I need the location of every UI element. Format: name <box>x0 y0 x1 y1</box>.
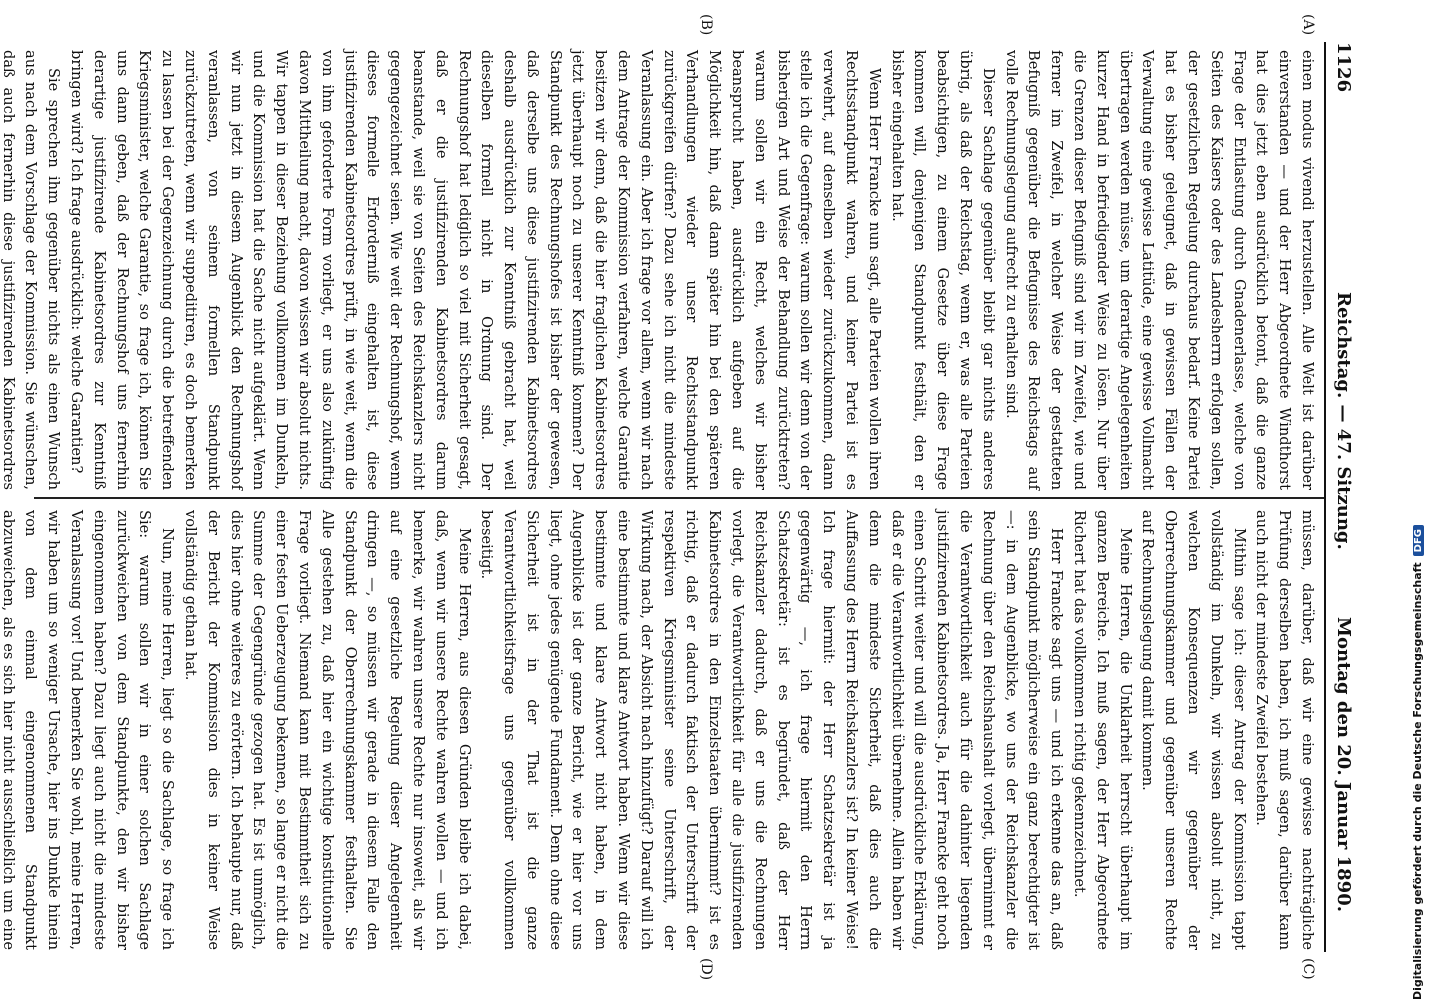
right-column <box>0 510 1318 950</box>
paragraph: Mithin sage ich: dieser Antrag der Kommission tappt vollständig im Dunkeln, wir wissen absolut nicht, zu welchen Konsequenzen wir gegenüber der Oberrechnungskammer und gegenüber unseren Rechte auf Rechnungslegung damit kommen. <box>1139 510 1248 950</box>
page-date: Montag den 20. Januar 1890. <box>1333 617 1354 912</box>
page-header <box>1328 42 1362 942</box>
page-title: Reichstag. — 47. Sitzung. <box>1333 292 1354 550</box>
funding-credit-text: Digitalisierung gefördert durch die Deutsche Forschungsgemeinschaft <box>1411 562 1424 1000</box>
column-divider <box>34 497 1324 499</box>
paragraph: Herr Francke sagt uns — und ich erkenne das an, daß sein Standpunkt möglicherweise ein ganz berechtigter ist —: in dem Augenblicke, wo uns der Reichskanzler die Rechnung über den Reichshaushalt vorlegt, übernimmt er die Verantwortlichkeit auch für die dahinter liegenden justifizirenden Kabinetsordres. Ja, Herr Francke geht noch einen Schritt weiter und will die ausdrückliche Erklärung, daß er die Verantwortlichkeit übernehme. Allein haben wir denn die mindeste Sicherheit, daß dies auch die Auffassung des Herrn Reichskanzlers ist? In keiner Weise! Ich frage hiermit: der Herr Schatzsekretär ist ja gegenwärtig —, ich frage hiermit den Herrn Schatzsekretär: ist es begründet, daß der Herr Reichskanzler dadurch, daß er uns die Rechnungen vorlegt, die Verantwortlichkeit für alle die justifizirenden Kabinetsordres in den Einzelstaaten übernimmt? ist es richtig, daß er dadurch faktisch der Unterschrift der respektiven Kriegsminister seine Unterschrift, der Wirkung nach, der Absicht nach hinzufügt? Darauf will ich eine bestimmte und klare Antwort haben. Wenn wir diese bestimmte und klare Antwort nicht haben, in dem Augenblicke ist der ganze Bericht, wie er hier vor uns liegt, ohne jedes genügende Fundament. Denn ohne diese Sicherheit ist in der That ist die ganze Verantwortlichkeitsfrage uns gegenüber vollkommen beseitigt. <box>478 510 1066 950</box>
paragraph: Meine Herren, aus diesen Gründen bleibe ich dabei, daß, wenn wir unsere Rechte wahren wollen — und ich bemerke, wir wahren unsere Rechte nur insoweit, als wir auf eine gesetzliche Regelung dieser Angelegenheit dringen —, so müssen wir gerade in diesem Falle den Standpunkt der Oberrechnungskammer festhalten. Sie Alle gestehen zu, daß hier ein wichtige konstitutionelle Frage vorliegt. Niemand kann mit Bestimmtheit sich zu einer festen Ueberzeugung bekennen, so lange er nicht die Summe der Gegengründe gezogen hat. Es ist unmöglich, dies hier ohne weiteres zu erörtern. Ich behaupte nur, daß der Bericht der Kommission dies in keiner Weise vollständig gethan hat. <box>181 510 473 950</box>
left-column <box>0 50 1318 490</box>
paragraph: Sie sprechen ihm gegenüber nichts als einen Wunsch aus nach dem Vorschlage der Kommission. Sie wünschen, daß auch fernerhin diese justifizirenden Kabinetsordres <box>0 50 63 490</box>
paragraph: Nun, meine Herren, liegt so die Sachlage, so frage ich Sie: warum sollen wir in einer solchen Sachlage zurückweichen von dem Standpunkte, den wir bisher eingenommen haben? Dazu liegt auch nicht die mindeste Veranlassung vor! Und bemerken Sie wohl, meine Herren, wir haben um so weniger Ursache, hier ins Dunkle hinein von dem einmal eingenommenen Standpunkt abzuweichen, als es sich hier nicht ausschließlich um eine <box>0 510 177 950</box>
header-rule <box>1324 42 1326 952</box>
margin-marker-c: (C) <box>1300 958 1316 980</box>
dfg-logo: DFG <box>1413 525 1424 556</box>
funding-credit <box>1411 525 1424 1000</box>
paragraph: einen modus vivendi herzustellen. Alle Welt ist darüber einverstanden — und der Herr Abgeordnete Windthorst hat dies jetzt eben ausdrücklich betont, daß die ganze Frage der Entlastung durch Gnadenerlasse, welche von Seiten des Kaisers oder des Landesherrn erfolgen sollen, der gesetzlichen Regelung durchaus bedarf. Keine Partei hat es bisher geleugnet, daß in gewissen Fällen der Verwaltung eine gewisse Latitüde, eine gewisse Vollmacht übertragen werden müsse, um derartige Angelegenheiten kurzer Hand in befriedigender Weise zu lösen. Nur über die Grenzen dieser Befugniß sind wir im Zweifel, wie und ferner im Zweifel, in welcher Weise der gestatteten Befugniß gegenüber die Befugnisse des Reichstags auf volle Rechnungslegung aufrecht zu erhalten sind. <box>1002 50 1316 490</box>
margin-marker-a: (A) <box>1300 14 1316 36</box>
margin-marker-b: (B) <box>698 14 714 36</box>
paragraph: müssen, darüber, daß wir eine gewisse nachträgliche Prüfung derselben haben, ich muß sagen, darüber kann auch nicht der mindeste Zweifel bestehen. <box>1253 510 1316 950</box>
margin-marker-d: (D) <box>698 958 714 981</box>
paragraph: Wenn Herr Francke nun sagt, alle Parteien wollen ihren Rechtsstandpunkt wahren, und keiner Partei ist es verwehrt, auf denselben wieder zurückzukommen, dann stelle ich die Gegenfrage: warum sollen wir denn von der bisherigen Art und Weise der Behandlung zurücktreten? warum sollen wir ein Recht, welches wir bisher beansprucht haben, ausdrücklich aufgeben auf die Möglichkeit hin, daß dann später hin bei den späteren Verhandlungen wieder unser Rechtsstandpunkt zurückgreifen dürfen? Dazu sehe ich nicht die mindeste Veranlassung ein. Aber ich frage vor allem, wenn wir nach dem Antrage der Kommission verfahren, welche Garantie besitzen wir denn, daß die hier fraglichen Kabinetsordres jetzt überhaupt noch zu unserer Kenntniß kommen? Der Standpunkt des Rechnungshofes ist bisher der gewesen, daß derselbe uns diese justifizirenden Kabinetsordres deshalb ausdrücklich zur Kenntniß gebracht hat, weil dieselben formell nicht in Ordnung sind. Der Rechnungshof hat lediglich so viel mit Sicherheit gesagt, daß er die justifizirenden Kabinetsordres darum beanstande, weil sie von Seiten des Reichskanzlers nicht gegengezeichnet seien. Wie weit der Rechnungshof, wenn dieses formelle Erforderniß eingehalten ist, diese justifizirenden Kabinetsordres prüft, in wie weit, wenn die von ihm geforderte Form vorliegt, er uns also zukünftig davon Mittheilung macht, davon wissen wir absolut nichts. Wir tappen in dieser Beziehung vollkommen im Dunkeln, und die Kommission hat die Sache nicht aufgeklärt. Wenn wir nun jetzt in diesem Augenblick den Rechnungshof veranlassen, von seinem formellen Standpunkt zurückzutreten, wenn wir suppeditiren, es doch bemerken zu lassen bei der Gegenzeichnung durch die betreffenden Kriegsminister, welche Garantie, so frage ich, können Sie uns dann geben, daß der Rechnungshof uns fernerhin derartige justifizirende Kabinetsordres zur Kenntniß bringen wird? Ich frage ausdrücklich: welche Garantien? <box>67 50 883 490</box>
paragraph: Dieser Sachlage gegenüber bleibt gar nichts anderes übrig, als daß der Reichstag, wenn er, was alle Parteien beabsichtigen, zu einem Gesetze über diese Frage kommen will, denjenigen Standpunkt festhält, den er bisher eingehalten hat. <box>888 50 997 490</box>
paragraph: Meine Herren, die Unklarheit herrscht überhaupt im ganzen Bereiche. Ich muß sagen, der Herr Abgeordnete Richert hat das vollkommen richtig gekennzeichnet. <box>1071 510 1134 950</box>
page-number: 1126 <box>1333 42 1354 93</box>
